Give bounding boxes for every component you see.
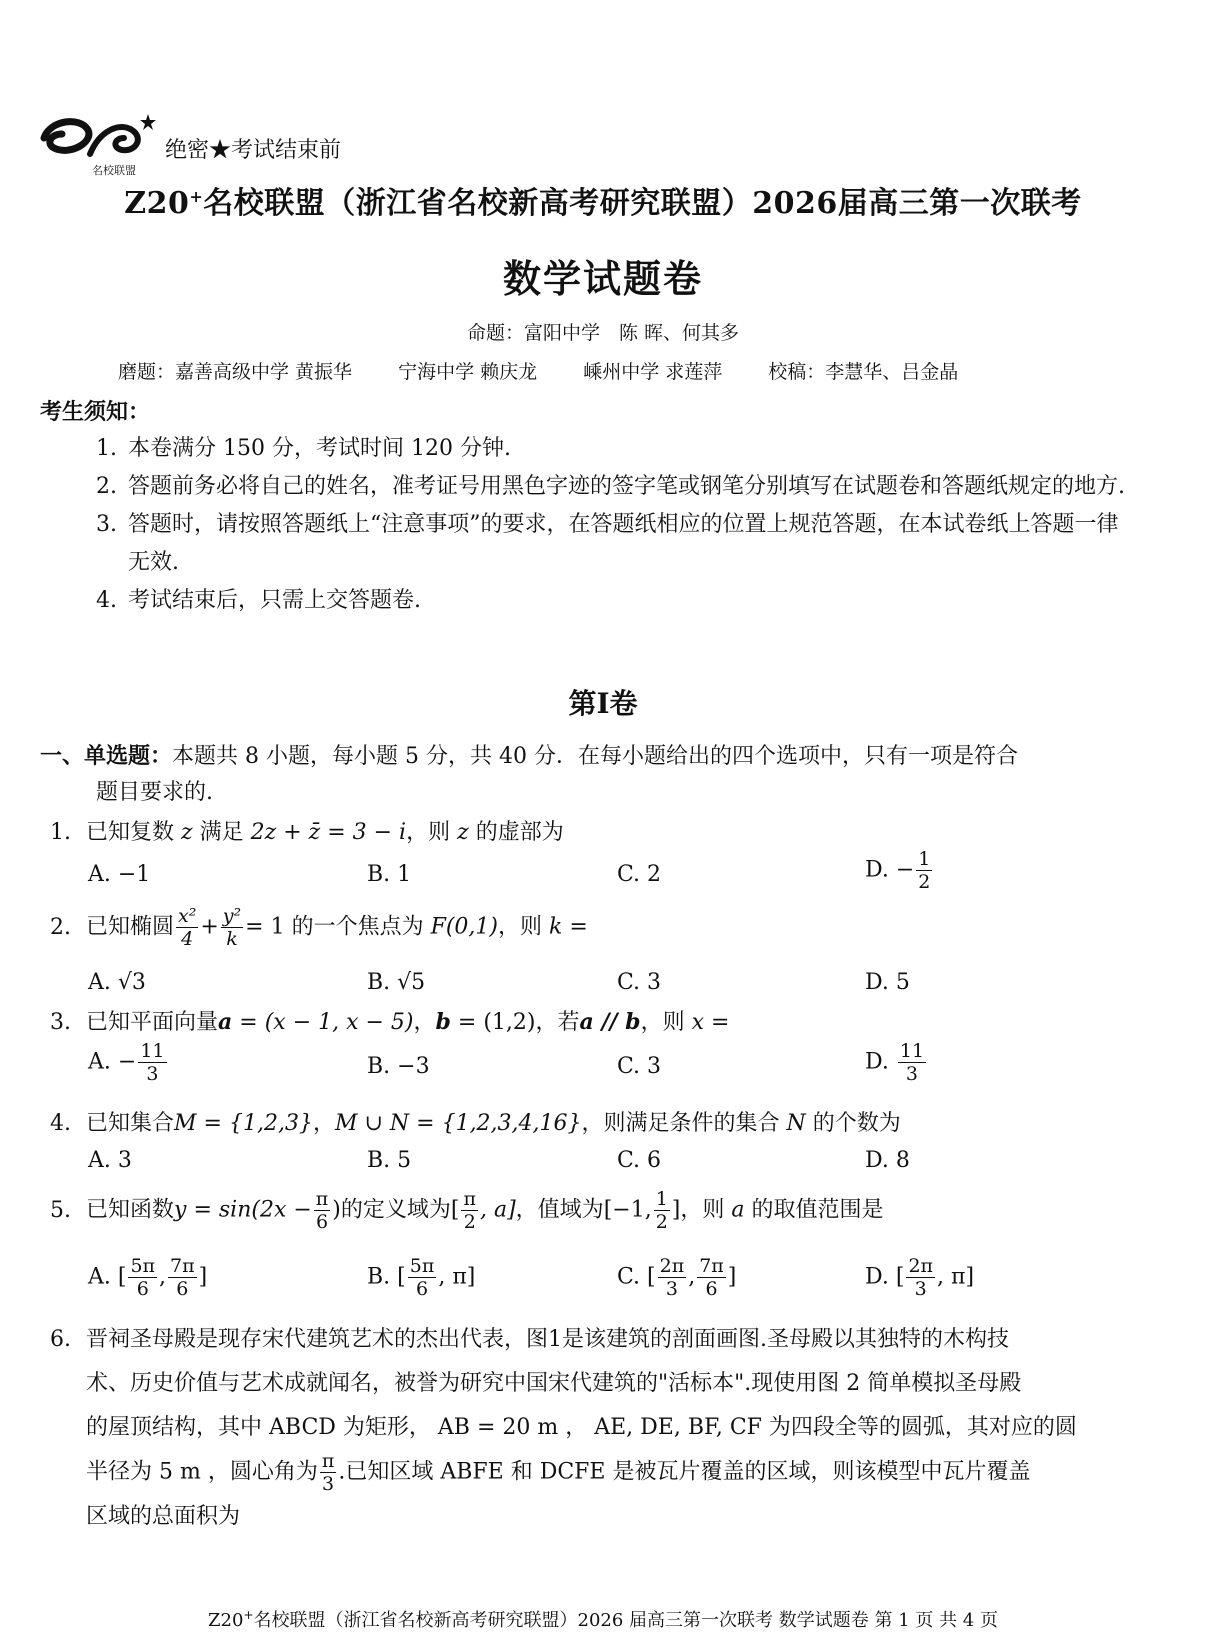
q1-option-c: C. 2: [617, 862, 662, 887]
section-single-choice: 一、单选题：本题共 8 小题，每小题 5 分，共 40 分．在每小题给出的四个选项中，只有一项是符合 题目要求的.: [40, 743, 1018, 805]
q2-option-a: A. √3: [88, 970, 146, 995]
q5-option-c: C. [ $\frac{2\pi}{3}$ , $\frac{7\pi}{6}$ ]: [617, 1255, 737, 1300]
volume-title: 第Ⅰ卷: [568, 687, 638, 720]
question-3: 3. 已知平面向量a = (x − 1, x − 5)，b = (1,2)，若a // b，则 x =: [50, 1009, 730, 1035]
q3-option-d: D. $\frac{11}{3}$: [865, 1040, 925, 1085]
reviewer-2: 宁海中学 赖庆龙: [398, 361, 538, 383]
notice-item: 4. 考试结束后，只需上交答题卷.: [96, 588, 421, 613]
q1-option-d: D. − $\frac{1}{2}$: [865, 848, 931, 893]
proposer-line: 命题：富阳中学 陈 晖、何其多: [466, 322, 740, 344]
question-4: 4. 已知集合M = {1,2,3}，M ∪ N = {1,2,3,4,16}，则满足条件的集合 N 的个数为: [50, 1111, 901, 1136]
question-5: 5. 已知函数y = sin(2x − $\frac{\pi}{6}$ )的定义域为[ $\frac{\pi}{2}$ , a]，值域为[−1, $\frac{1}{2}$ ]，则 a 的取值范围是: [50, 1188, 884, 1233]
q5-option-a: A. [ $\frac{5\pi}{6}$ , $\frac{7\pi}{6}$ ]: [88, 1255, 208, 1300]
q2-option-c: C. 3: [617, 970, 662, 995]
q5-option-b: B. [ $\frac{5\pi}{6}$ , π]: [367, 1255, 476, 1300]
paper-title: 数学试题卷: [502, 256, 703, 301]
q4-option-a: A. 3: [88, 1148, 132, 1173]
exam-title: Z20+名校联盟（浙江省名校新高考研究联盟）2026届高三第一次联考: [124, 186, 1082, 221]
reviewers-line: [118, 357, 998, 384]
notice-item: 2. 答题前务必将自己的姓名，准考证号用黑色字迹的签字笔或钢笔分别填写在试题卷和答题纸规定的地方.: [96, 474, 1125, 499]
logo-text: 名校联盟: [92, 164, 136, 177]
q4-option-c: C. 6: [617, 1148, 662, 1173]
notice-item: 1. 本卷满分 150 分，考试时间 120 分钟.: [96, 436, 511, 461]
q2-option-d: D. 5: [865, 970, 910, 995]
reviewer-1: 磨题：嘉善高级中学 黄振华: [118, 361, 353, 383]
q3-option-a: A. − $\frac{11}{3}$: [88, 1040, 165, 1085]
q4-option-b: B. 5: [367, 1148, 412, 1173]
q4-option-d: D. 8: [865, 1148, 910, 1173]
notice-item: 3. 答题时，请按照答题纸上“注意事项”的要求，在答题纸相应的位置上规范答题，在本试卷纸上答题一律无效.: [96, 512, 1119, 575]
notice-heading: 考生须知：: [40, 399, 151, 425]
q3-option-b: B. −3: [367, 1054, 430, 1079]
q1-option-a: A. −1: [88, 862, 151, 887]
q1-option-b: B. 1: [367, 862, 412, 887]
q5-option-d: D. [ $\frac{2\pi}{3}$ , π]: [865, 1255, 975, 1300]
page-footer: Z20+名校联盟（浙江省名校新高考研究联盟）2026 届高三第一次联考 数学试题卷 第 1 页 共 4 页: [208, 1608, 998, 1631]
proofreader: 校稿：李慧华、吕金晶: [768, 361, 959, 383]
reviewer-3: 嵊州中学 求莲萍: [583, 361, 723, 383]
notice-list: [96, 430, 1126, 620]
secret-label: 绝密★考试结束前: [165, 138, 342, 163]
question-2: 2. 已知椭圆 $\frac{\text{x²}}{4}$ + $\frac{\text{y²}}{k}$ = 1 的一个焦点为 F(0,1)，则 k =: [50, 905, 588, 950]
q2-option-b: B. √5: [367, 970, 426, 995]
alliance-logo-icon: [40, 108, 165, 178]
q3-option-c: C. 3: [617, 1054, 662, 1079]
question-1: 1. 已知复数 z 满足 2z + z̄ = 3 − i，则 z 的虚部为: [50, 820, 564, 845]
question-6: 6. 晋祠圣母殿是现存宋代建筑艺术的杰出代表，图1是该建筑的剖面画图.圣母殿以其独特的木构技 术、历史价值与艺术成就闻名，被誉为研究中国宋代建筑的"活标本".现使用图 2 简单模拟圣母殿 的屋顶结构，其中 ABCD 为矩形， AB = 20 m ， AE, DE, BF, CF 为四段全等的圆弧，其对应的圆 半径为 5 m ，圆心角为 $\frac{\pi}{3}$ .已知区域 ABFE 和 DCFE 是被瓦片覆盖的区域，则该模型中瓦片覆盖 区域的总面积为: [50, 1327, 1077, 1529]
